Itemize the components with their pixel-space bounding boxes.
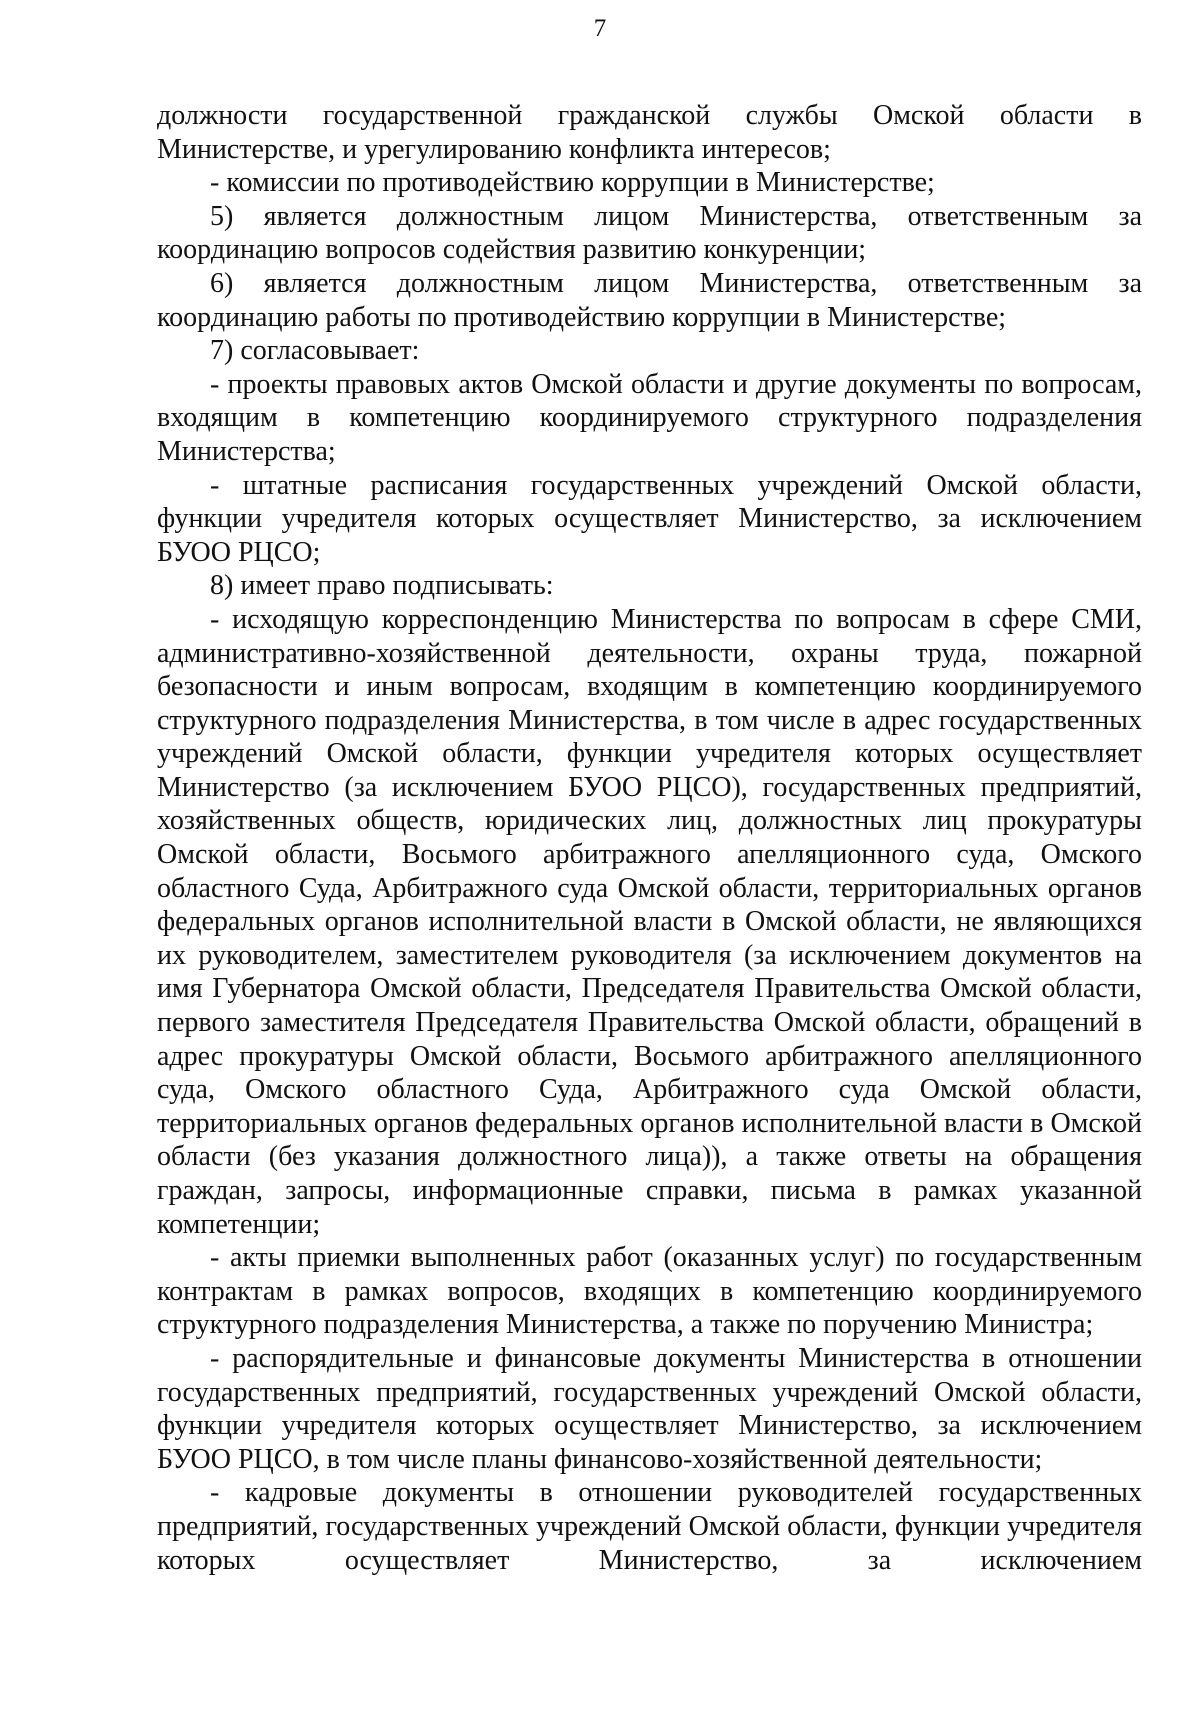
document-paragraph: - акты приемки выполненных работ (оказанных услуг) по государственным контрактам в рамках вопросов, входящих в компетенцию координируемого структурного подразделения Министерства, а также по поручению Министра;: [157, 1242, 1142, 1341]
document-paragraph: - комиссии по противодействию коррупции в Министерстве;: [210, 167, 935, 199]
document-paragraph: 7) согласовывает:: [210, 335, 420, 367]
document-paragraph: 6) является должностным лицом Министерства, ответственным за координацию работы по противодействию коррупции в Министерстве;: [157, 267, 1142, 333]
document-paragraph: - исходящую корреспонденцию Министерства по вопросам в сфере СМИ, административно-хозяйственной деятельности, охраны труда, пожарной безопасности и иным вопросам, входящим в компетенцию координируемого структурного подразделения Министерства, в том числе в адрес государственных учреждений Омской области, функции учредителя которых осуществляет Министерство (за исключением БУОО РЦСО), государственных предприятий, хозяйственных обществ, юридических лиц, должностных лиц прокуратуры Омской области, Восьмого арбитражного апелляционного суда, Омского областного Суда, Арбитражного суда Омской области, территориальных органов федеральных органов исполнительной власти в Омской области, не являющихся их руководителем, заместителем руководителя (за исключением документов на имя Губернатора Омской области, Председателя Правительства Омской области, первого заместителя Председателя Правительства Омской области, обращений в адрес прокуратуры Омской области, Восьмого арбитражного апелляционного суда, Омского областного Суда, Арбитражного суда Омской области, территориальных органов федеральных органов исполнительной власти в Омской области (без указания должностного лица)), а также ответы на обращения граждан, запросы, информационные справки, письма в рамках указанной компетенции;: [157, 603, 1142, 1240]
page-number: 7: [593, 15, 607, 42]
document-paragraph: 8) имеет право подписывать:: [210, 570, 554, 602]
document-paragraph: - распорядительные и финансовые документы Министерства в отношении государственных предприятий, государственных учреждений Омской области, функции учредителя которых осуществляет Министерство, за исключением БУОО РЦСО, в том числе планы финансово-хозяйственной деятельности;: [157, 1342, 1142, 1475]
document-paragraph: - штатные расписания государственных учреждений Омской области, функции учредителя которых осуществляет Министерство, за исключением БУОО РЦСО;: [157, 469, 1142, 568]
document-body: [157, 99, 1142, 1577]
document-paragraph: должности государственной гражданской службы Омской области в Министерстве, и урегулированию конфликта интересов;: [157, 100, 1142, 165]
document-paragraph: - проекты правовых актов Омской области и другие документы по вопросам, входящим в компетенцию координируемого структурного подразделения Министерства;: [157, 368, 1142, 467]
document-paragraph: - кадровые документы в отношении руководителей государственных предприятий, государственных учреждений Омской области, функции учредителя которых осуществляет Министерство, за исключением: [157, 1477, 1142, 1576]
document-paragraph: 5) является должностным лицом Министерства, ответственным за координацию вопросов содействия развитию конкуренции;: [157, 200, 1142, 266]
